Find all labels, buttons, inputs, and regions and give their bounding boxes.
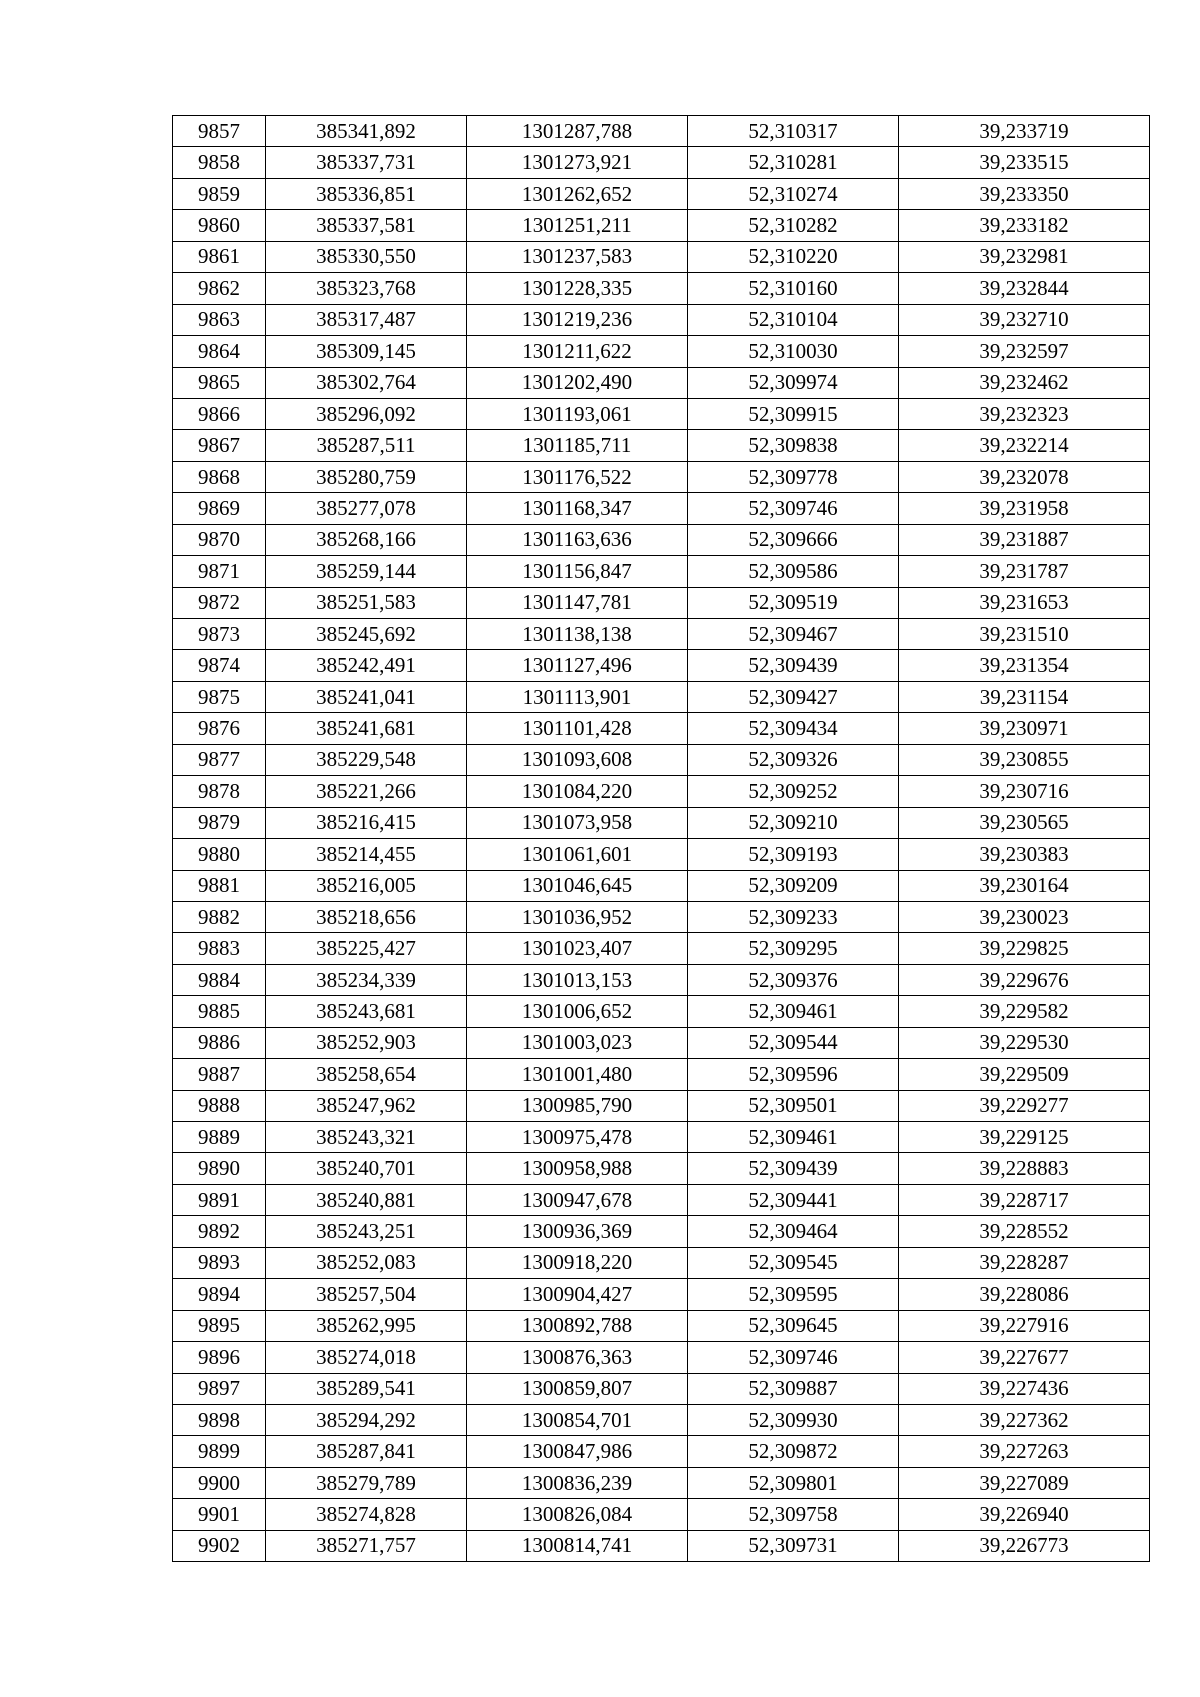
latitude-cell: 52,309376 [688, 964, 899, 995]
point-number-cell: 9870 [173, 524, 266, 555]
latitude-cell: 52,309441 [688, 1184, 899, 1215]
longitude-cell: 39,231958 [899, 493, 1150, 524]
y-coordinate-cell: 1301163,636 [467, 524, 688, 555]
longitude-cell: 39,229582 [899, 996, 1150, 1027]
point-number-cell: 9879 [173, 807, 266, 838]
latitude-cell: 52,310030 [688, 336, 899, 367]
y-coordinate-cell: 1301228,335 [467, 273, 688, 304]
x-coordinate-cell: 385296,092 [266, 398, 467, 429]
y-coordinate-cell: 1301287,788 [467, 116, 688, 147]
table-row [173, 336, 1150, 367]
longitude-cell: 39,230164 [899, 870, 1150, 901]
y-coordinate-cell: 1301185,711 [467, 430, 688, 461]
x-coordinate-cell: 385279,789 [266, 1467, 467, 1498]
latitude-cell: 52,309434 [688, 713, 899, 744]
latitude-cell: 52,309427 [688, 681, 899, 712]
table-row [173, 933, 1150, 964]
y-coordinate-cell: 1300936,369 [467, 1216, 688, 1247]
longitude-cell: 39,233350 [899, 178, 1150, 209]
longitude-cell: 39,227362 [899, 1404, 1150, 1435]
table-row [173, 178, 1150, 209]
latitude-cell: 52,309233 [688, 901, 899, 932]
longitude-cell: 39,229509 [899, 1059, 1150, 1090]
y-coordinate-cell: 1301211,622 [467, 336, 688, 367]
table-row [173, 1342, 1150, 1373]
latitude-cell: 52,309545 [688, 1247, 899, 1278]
x-coordinate-cell: 385241,681 [266, 713, 467, 744]
table-row [173, 1310, 1150, 1341]
coordinates-table [172, 115, 1150, 1562]
x-coordinate-cell: 385262,995 [266, 1310, 467, 1341]
latitude-cell: 52,310104 [688, 304, 899, 335]
point-number-cell: 9878 [173, 776, 266, 807]
x-coordinate-cell: 385337,581 [266, 210, 467, 241]
latitude-cell: 52,309930 [688, 1404, 899, 1435]
table-row [173, 587, 1150, 618]
point-number-cell: 9899 [173, 1436, 266, 1467]
latitude-cell: 52,309467 [688, 619, 899, 650]
latitude-cell: 52,309439 [688, 650, 899, 681]
y-coordinate-cell: 1301127,496 [467, 650, 688, 681]
point-number-cell: 9877 [173, 744, 266, 775]
table-row [173, 1404, 1150, 1435]
point-number-cell: 9857 [173, 116, 266, 147]
x-coordinate-cell: 385271,757 [266, 1530, 467, 1561]
latitude-cell: 52,309519 [688, 587, 899, 618]
point-number-cell: 9892 [173, 1216, 266, 1247]
table-row [173, 1499, 1150, 1530]
longitude-cell: 39,228717 [899, 1184, 1150, 1215]
table-row [173, 398, 1150, 429]
y-coordinate-cell: 1301113,901 [467, 681, 688, 712]
longitude-cell: 39,232710 [899, 304, 1150, 335]
y-coordinate-cell: 1300918,220 [467, 1247, 688, 1278]
longitude-cell: 39,233182 [899, 210, 1150, 241]
table-row [173, 776, 1150, 807]
y-coordinate-cell: 1300958,988 [467, 1153, 688, 1184]
point-number-cell: 9861 [173, 241, 266, 272]
longitude-cell: 39,228552 [899, 1216, 1150, 1247]
point-number-cell: 9883 [173, 933, 266, 964]
latitude-cell: 52,309326 [688, 744, 899, 775]
point-number-cell: 9897 [173, 1373, 266, 1404]
y-coordinate-cell: 1301219,236 [467, 304, 688, 335]
table-row [173, 1027, 1150, 1058]
point-number-cell: 9860 [173, 210, 266, 241]
x-coordinate-cell: 385341,892 [266, 116, 467, 147]
y-coordinate-cell: 1300947,678 [467, 1184, 688, 1215]
table-row [173, 996, 1150, 1027]
y-coordinate-cell: 1301156,847 [467, 556, 688, 587]
x-coordinate-cell: 385252,083 [266, 1247, 467, 1278]
latitude-cell: 52,310274 [688, 178, 899, 209]
table-row [173, 650, 1150, 681]
longitude-cell: 39,229125 [899, 1122, 1150, 1153]
y-coordinate-cell: 1300892,788 [467, 1310, 688, 1341]
y-coordinate-cell: 1301013,153 [467, 964, 688, 995]
latitude-cell: 52,309731 [688, 1530, 899, 1561]
x-coordinate-cell: 385243,251 [266, 1216, 467, 1247]
longitude-cell: 39,231510 [899, 619, 1150, 650]
longitude-cell: 39,226773 [899, 1530, 1150, 1561]
longitude-cell: 39,231653 [899, 587, 1150, 618]
y-coordinate-cell: 1301006,652 [467, 996, 688, 1027]
y-coordinate-cell: 1300814,741 [467, 1530, 688, 1561]
y-coordinate-cell: 1300975,478 [467, 1122, 688, 1153]
y-coordinate-cell: 1301237,583 [467, 241, 688, 272]
longitude-cell: 39,231154 [899, 681, 1150, 712]
y-coordinate-cell: 1301023,407 [467, 933, 688, 964]
longitude-cell: 39,229277 [899, 1090, 1150, 1121]
table-row [173, 1279, 1150, 1310]
point-number-cell: 9900 [173, 1467, 266, 1498]
latitude-cell: 52,309915 [688, 398, 899, 429]
longitude-cell: 39,230716 [899, 776, 1150, 807]
longitude-cell: 39,232981 [899, 241, 1150, 272]
longitude-cell: 39,232462 [899, 367, 1150, 398]
point-number-cell: 9889 [173, 1122, 266, 1153]
table-row [173, 461, 1150, 492]
latitude-cell: 52,309193 [688, 839, 899, 870]
latitude-cell: 52,310160 [688, 273, 899, 304]
x-coordinate-cell: 385259,144 [266, 556, 467, 587]
longitude-cell: 39,231354 [899, 650, 1150, 681]
longitude-cell: 39,230023 [899, 901, 1150, 932]
x-coordinate-cell: 385302,764 [266, 367, 467, 398]
latitude-cell: 52,309801 [688, 1467, 899, 1498]
point-number-cell: 9876 [173, 713, 266, 744]
longitude-cell: 39,232214 [899, 430, 1150, 461]
table-row [173, 1436, 1150, 1467]
x-coordinate-cell: 385337,731 [266, 147, 467, 178]
x-coordinate-cell: 385309,145 [266, 336, 467, 367]
x-coordinate-cell: 385243,321 [266, 1122, 467, 1153]
point-number-cell: 9864 [173, 336, 266, 367]
latitude-cell: 52,309544 [688, 1027, 899, 1058]
y-coordinate-cell: 1300836,239 [467, 1467, 688, 1498]
longitude-cell: 39,233719 [899, 116, 1150, 147]
x-coordinate-cell: 385234,339 [266, 964, 467, 995]
y-coordinate-cell: 1301202,490 [467, 367, 688, 398]
point-number-cell: 9871 [173, 556, 266, 587]
table-row [173, 681, 1150, 712]
point-number-cell: 9874 [173, 650, 266, 681]
table-row [173, 241, 1150, 272]
table-row [173, 1216, 1150, 1247]
x-coordinate-cell: 385216,005 [266, 870, 467, 901]
latitude-cell: 52,309596 [688, 1059, 899, 1090]
y-coordinate-cell: 1300847,986 [467, 1436, 688, 1467]
point-number-cell: 9862 [173, 273, 266, 304]
y-coordinate-cell: 1301036,952 [467, 901, 688, 932]
point-number-cell: 9887 [173, 1059, 266, 1090]
point-number-cell: 9875 [173, 681, 266, 712]
latitude-cell: 52,309838 [688, 430, 899, 461]
latitude-cell: 52,309209 [688, 870, 899, 901]
longitude-cell: 39,226940 [899, 1499, 1150, 1530]
point-number-cell: 9898 [173, 1404, 266, 1435]
point-number-cell: 9882 [173, 901, 266, 932]
x-coordinate-cell: 385336,851 [266, 178, 467, 209]
y-coordinate-cell: 1301003,023 [467, 1027, 688, 1058]
y-coordinate-cell: 1301168,347 [467, 493, 688, 524]
x-coordinate-cell: 385242,491 [266, 650, 467, 681]
x-coordinate-cell: 385240,881 [266, 1184, 467, 1215]
x-coordinate-cell: 385257,504 [266, 1279, 467, 1310]
table-row [173, 839, 1150, 870]
longitude-cell: 39,227089 [899, 1467, 1150, 1498]
table-row [173, 744, 1150, 775]
y-coordinate-cell: 1301262,652 [467, 178, 688, 209]
latitude-cell: 52,310282 [688, 210, 899, 241]
x-coordinate-cell: 385214,455 [266, 839, 467, 870]
y-coordinate-cell: 1300859,807 [467, 1373, 688, 1404]
longitude-cell: 39,232844 [899, 273, 1150, 304]
point-number-cell: 9893 [173, 1247, 266, 1278]
y-coordinate-cell: 1301176,522 [467, 461, 688, 492]
point-number-cell: 9869 [173, 493, 266, 524]
y-coordinate-cell: 1301061,601 [467, 839, 688, 870]
x-coordinate-cell: 385268,166 [266, 524, 467, 555]
table-row [173, 210, 1150, 241]
longitude-cell: 39,227916 [899, 1310, 1150, 1341]
y-coordinate-cell: 1301193,061 [467, 398, 688, 429]
x-coordinate-cell: 385274,828 [266, 1499, 467, 1530]
longitude-cell: 39,228086 [899, 1279, 1150, 1310]
y-coordinate-cell: 1301251,211 [467, 210, 688, 241]
point-number-cell: 9888 [173, 1090, 266, 1121]
y-coordinate-cell: 1300904,427 [467, 1279, 688, 1310]
point-number-cell: 9880 [173, 839, 266, 870]
y-coordinate-cell: 1301084,220 [467, 776, 688, 807]
x-coordinate-cell: 385258,654 [266, 1059, 467, 1090]
longitude-cell: 39,230565 [899, 807, 1150, 838]
latitude-cell: 52,309746 [688, 493, 899, 524]
latitude-cell: 52,309645 [688, 1310, 899, 1341]
x-coordinate-cell: 385221,266 [266, 776, 467, 807]
point-number-cell: 9895 [173, 1310, 266, 1341]
longitude-cell: 39,227436 [899, 1373, 1150, 1404]
y-coordinate-cell: 1301093,608 [467, 744, 688, 775]
point-number-cell: 9896 [173, 1342, 266, 1373]
point-number-cell: 9884 [173, 964, 266, 995]
latitude-cell: 52,309464 [688, 1216, 899, 1247]
table-row [173, 273, 1150, 304]
coordinates-table-body [173, 116, 1150, 1562]
y-coordinate-cell: 1300985,790 [467, 1090, 688, 1121]
table-row [173, 367, 1150, 398]
x-coordinate-cell: 385252,903 [266, 1027, 467, 1058]
point-number-cell: 9894 [173, 1279, 266, 1310]
table-row [173, 430, 1150, 461]
x-coordinate-cell: 385225,427 [266, 933, 467, 964]
point-number-cell: 9866 [173, 398, 266, 429]
table-row [173, 1184, 1150, 1215]
latitude-cell: 52,309586 [688, 556, 899, 587]
table-row [173, 1122, 1150, 1153]
x-coordinate-cell: 385330,550 [266, 241, 467, 272]
longitude-cell: 39,229825 [899, 933, 1150, 964]
table-row [173, 556, 1150, 587]
latitude-cell: 52,309501 [688, 1090, 899, 1121]
longitude-cell: 39,231887 [899, 524, 1150, 555]
x-coordinate-cell: 385287,511 [266, 430, 467, 461]
table-row [173, 1530, 1150, 1561]
point-number-cell: 9886 [173, 1027, 266, 1058]
latitude-cell: 52,309974 [688, 367, 899, 398]
table-row [173, 964, 1150, 995]
point-number-cell: 9901 [173, 1499, 266, 1530]
point-number-cell: 9872 [173, 587, 266, 618]
y-coordinate-cell: 1301101,428 [467, 713, 688, 744]
table-row [173, 147, 1150, 178]
longitude-cell: 39,227677 [899, 1342, 1150, 1373]
x-coordinate-cell: 385317,487 [266, 304, 467, 335]
x-coordinate-cell: 385251,583 [266, 587, 467, 618]
x-coordinate-cell: 385274,018 [266, 1342, 467, 1373]
y-coordinate-cell: 1300876,363 [467, 1342, 688, 1373]
table-row [173, 713, 1150, 744]
x-coordinate-cell: 385241,041 [266, 681, 467, 712]
latitude-cell: 52,309746 [688, 1342, 899, 1373]
x-coordinate-cell: 385289,541 [266, 1373, 467, 1404]
table-row [173, 1059, 1150, 1090]
y-coordinate-cell: 1301001,480 [467, 1059, 688, 1090]
table-row [173, 1153, 1150, 1184]
latitude-cell: 52,309758 [688, 1499, 899, 1530]
y-coordinate-cell: 1300854,701 [467, 1404, 688, 1435]
longitude-cell: 39,231787 [899, 556, 1150, 587]
table-row [173, 493, 1150, 524]
x-coordinate-cell: 385218,656 [266, 901, 467, 932]
latitude-cell: 52,309295 [688, 933, 899, 964]
table-row [173, 870, 1150, 901]
table-row [173, 807, 1150, 838]
latitude-cell: 52,309461 [688, 1122, 899, 1153]
y-coordinate-cell: 1300826,084 [467, 1499, 688, 1530]
latitude-cell: 52,310281 [688, 147, 899, 178]
point-number-cell: 9858 [173, 147, 266, 178]
point-number-cell: 9891 [173, 1184, 266, 1215]
x-coordinate-cell: 385245,692 [266, 619, 467, 650]
y-coordinate-cell: 1301046,645 [467, 870, 688, 901]
longitude-cell: 39,232323 [899, 398, 1150, 429]
point-number-cell: 9885 [173, 996, 266, 1027]
table-row [173, 304, 1150, 335]
point-number-cell: 9859 [173, 178, 266, 209]
table-row [173, 1467, 1150, 1498]
table-row [173, 116, 1150, 147]
longitude-cell: 39,227263 [899, 1436, 1150, 1467]
longitude-cell: 39,229676 [899, 964, 1150, 995]
longitude-cell: 39,228883 [899, 1153, 1150, 1184]
table-row [173, 1090, 1150, 1121]
latitude-cell: 52,309461 [688, 996, 899, 1027]
longitude-cell: 39,230383 [899, 839, 1150, 870]
x-coordinate-cell: 385280,759 [266, 461, 467, 492]
y-coordinate-cell: 1301073,958 [467, 807, 688, 838]
longitude-cell: 39,233515 [899, 147, 1150, 178]
latitude-cell: 52,309887 [688, 1373, 899, 1404]
longitude-cell: 39,230971 [899, 713, 1150, 744]
latitude-cell: 52,309210 [688, 807, 899, 838]
latitude-cell: 52,309666 [688, 524, 899, 555]
point-number-cell: 9863 [173, 304, 266, 335]
point-number-cell: 9902 [173, 1530, 266, 1561]
table-row [173, 1247, 1150, 1278]
longitude-cell: 39,230855 [899, 744, 1150, 775]
x-coordinate-cell: 385216,415 [266, 807, 467, 838]
latitude-cell: 52,310220 [688, 241, 899, 272]
x-coordinate-cell: 385294,292 [266, 1404, 467, 1435]
point-number-cell: 9873 [173, 619, 266, 650]
x-coordinate-cell: 385277,078 [266, 493, 467, 524]
latitude-cell: 52,309252 [688, 776, 899, 807]
point-number-cell: 9868 [173, 461, 266, 492]
longitude-cell: 39,229530 [899, 1027, 1150, 1058]
point-number-cell: 9867 [173, 430, 266, 461]
table-row [173, 619, 1150, 650]
x-coordinate-cell: 385240,701 [266, 1153, 467, 1184]
latitude-cell: 52,309439 [688, 1153, 899, 1184]
longitude-cell: 39,232597 [899, 336, 1150, 367]
latitude-cell: 52,309872 [688, 1436, 899, 1467]
x-coordinate-cell: 385247,962 [266, 1090, 467, 1121]
latitude-cell: 52,309778 [688, 461, 899, 492]
point-number-cell: 9890 [173, 1153, 266, 1184]
x-coordinate-cell: 385287,841 [266, 1436, 467, 1467]
table-row [173, 901, 1150, 932]
x-coordinate-cell: 385229,548 [266, 744, 467, 775]
latitude-cell: 52,310317 [688, 116, 899, 147]
point-number-cell: 9865 [173, 367, 266, 398]
longitude-cell: 39,232078 [899, 461, 1150, 492]
y-coordinate-cell: 1301273,921 [467, 147, 688, 178]
y-coordinate-cell: 1301138,138 [467, 619, 688, 650]
table-row [173, 524, 1150, 555]
x-coordinate-cell: 385243,681 [266, 996, 467, 1027]
latitude-cell: 52,309595 [688, 1279, 899, 1310]
point-number-cell: 9881 [173, 870, 266, 901]
x-coordinate-cell: 385323,768 [266, 273, 467, 304]
longitude-cell: 39,228287 [899, 1247, 1150, 1278]
table-row [173, 1373, 1150, 1404]
y-coordinate-cell: 1301147,781 [467, 587, 688, 618]
